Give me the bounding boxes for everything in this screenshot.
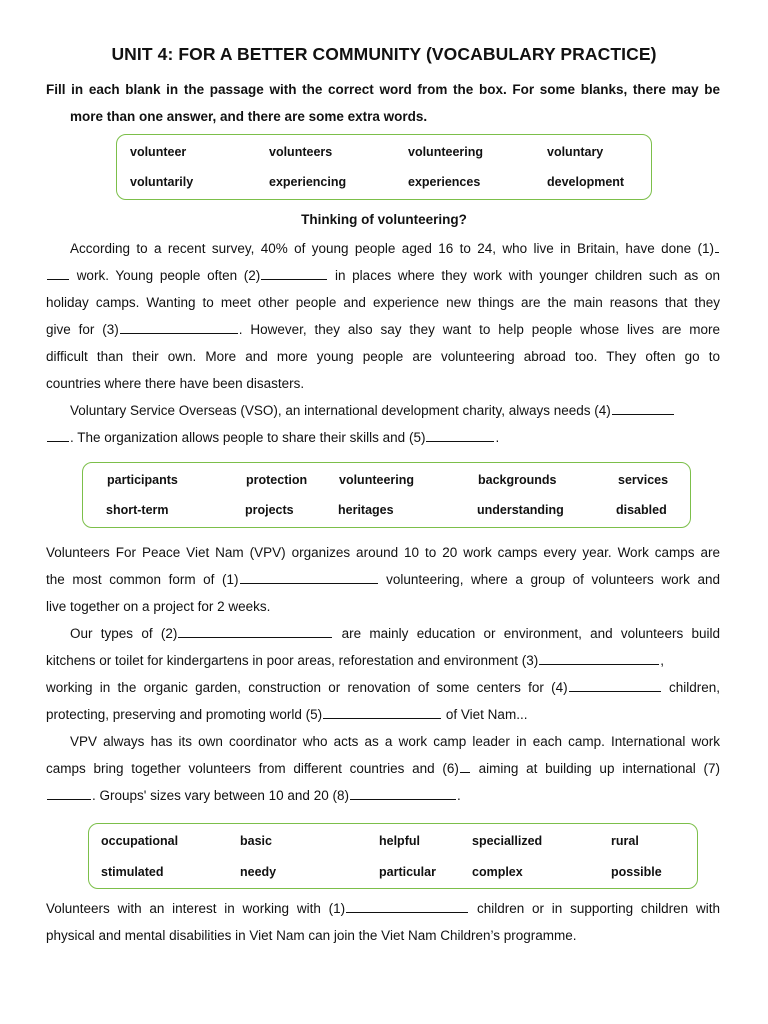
blank-1-1-cont[interactable]: [47, 266, 69, 280]
passage-2-line: kitchens or toilet for kindergartens in poor areas, reforestation and environment (3) ,: [46, 653, 665, 668]
passage-2-line: Our types of (2) are mainly education or environment, and volunteers build: [70, 626, 720, 641]
passage-2-line: . Groups' sizes vary between 10 and 20 (8) .: [46, 782, 720, 809]
passage-1-line: According to a recent survey, 40% of young people aged 16 to 24, who live in Britain, have done (1): [46, 235, 720, 262]
blank-1-4-cont[interactable]: [47, 428, 69, 442]
word-box-3: [88, 823, 698, 889]
word-box-3-item: particular: [379, 865, 436, 879]
word-box-1-item: experiencing: [269, 175, 347, 189]
passage-1-line: countries where there have been disasters.: [46, 376, 305, 391]
word-box-3-item: rural: [611, 834, 639, 848]
blank-2-2[interactable]: [178, 624, 332, 638]
blank-2-3[interactable]: [539, 651, 659, 665]
passage-2-line: the most common form of (1) volunteering, where a group of volunteers work and: [46, 572, 720, 587]
blank-2-5[interactable]: [323, 705, 441, 719]
instructions-line-2: more than one answer, and there are some extra words.: [70, 109, 428, 124]
word-box-1-item: volunteers: [269, 145, 333, 159]
passage-2-line: Volunteers For Peace Viet Nam (VPV) organizes around 10 to 20 work camps every year. Work camps are: [46, 545, 720, 560]
blank-2-7[interactable]: [47, 786, 91, 800]
word-box-1-item: voluntarily: [130, 175, 194, 189]
passage-1-line: holiday camps. Wanting to meet other people and experience new things are the main reasons that they: [46, 295, 720, 310]
word-box-2-item: backgrounds: [478, 473, 557, 487]
passage-3-line: physical and mental disabilities in Viet Nam can join the Viet Nam Children’s programme.: [46, 928, 577, 943]
word-box-2-item: projects: [245, 503, 294, 517]
passage-1-line: . The organization allows people to share their skills and (5) .: [46, 424, 720, 451]
word-box-3-item: speciallized: [472, 834, 543, 848]
passage-subtitle: Thinking of volunteering?: [301, 212, 467, 227]
blank-1-3[interactable]: [120, 320, 238, 334]
passage-2-line: working in the organic garden, construction or renovation of some centers for (4) children,: [46, 680, 720, 695]
word-box-2-item: heritages: [338, 503, 394, 517]
passage-1-line: difficult than their own. More and more young people are volunteering abroad too. They often go to: [46, 349, 720, 364]
word-box-2-item: disabled: [616, 503, 667, 517]
word-box-3-item: basic: [240, 834, 272, 848]
blank-3-1[interactable]: [346, 899, 468, 913]
blank-2-4[interactable]: [569, 678, 661, 692]
word-box-2-item: understanding: [477, 503, 564, 517]
passage-1-line: work. Young people often (2) in places where they work with younger children such as on: [46, 262, 720, 289]
word-box-1-item: volunteer: [130, 145, 187, 159]
blank-1-5[interactable]: [426, 428, 494, 442]
word-box-1-item: volunteering: [408, 145, 484, 159]
word-box-1-item: experiences: [408, 175, 481, 189]
word-box-2-item: services: [618, 473, 669, 487]
word-box-2: [82, 462, 691, 528]
word-box-2-item: volunteering: [339, 473, 415, 487]
word-box-3-item: complex: [472, 865, 523, 879]
passage-3-line: Volunteers with an interest in working with (1) children or in supporting children with: [46, 901, 720, 916]
instructions-line-1: Fill in each blank in the passage with the correct word from the box. For some blanks, there may be: [46, 82, 720, 97]
word-box-2-item: participants: [107, 473, 178, 487]
passage-2-line: VPV always has its own coordinator who acts as a work camp leader in each camp. International work: [70, 734, 720, 749]
word-box-1: [116, 134, 652, 200]
passage-1-line: give for (3) . However, they also say they want to help people whose lives are more: [46, 322, 720, 337]
blank-1-4[interactable]: [612, 401, 674, 415]
word-box-2-item: protection: [246, 473, 308, 487]
blank-1-2[interactable]: [261, 266, 327, 280]
blank-2-8[interactable]: [350, 786, 456, 800]
blank-1-1[interactable]: [715, 239, 719, 253]
passage-1-line: Voluntary Service Overseas (VSO), an international development charity, always needs (4): [46, 397, 720, 424]
word-box-3-item: helpful: [379, 834, 420, 848]
passage-2-line: camps bring together volunteers from different countries and (6) aiming at building up international (7): [46, 761, 720, 776]
blank-2-6[interactable]: [460, 759, 470, 773]
blank-2-1[interactable]: [240, 570, 378, 584]
word-box-3-item: occupational: [101, 834, 179, 848]
word-box-3-item: stimulated: [101, 865, 164, 879]
word-box-1-item: development: [547, 175, 625, 189]
word-box-3-item: possible: [611, 865, 662, 879]
passage-2-line: live together on a project for 2 weeks.: [46, 599, 271, 614]
instructions: [46, 76, 720, 130]
page-title: UNIT 4: FOR A BETTER COMMUNITY (VOCABULARY PRACTICE): [111, 44, 657, 64]
passage-2-line: protecting, preserving and promoting world (5) of Viet Nam...: [46, 707, 528, 722]
word-box-3-item: needy: [240, 865, 277, 879]
word-box-1-item: voluntary: [547, 145, 604, 159]
word-box-2-item: short-term: [106, 503, 169, 517]
